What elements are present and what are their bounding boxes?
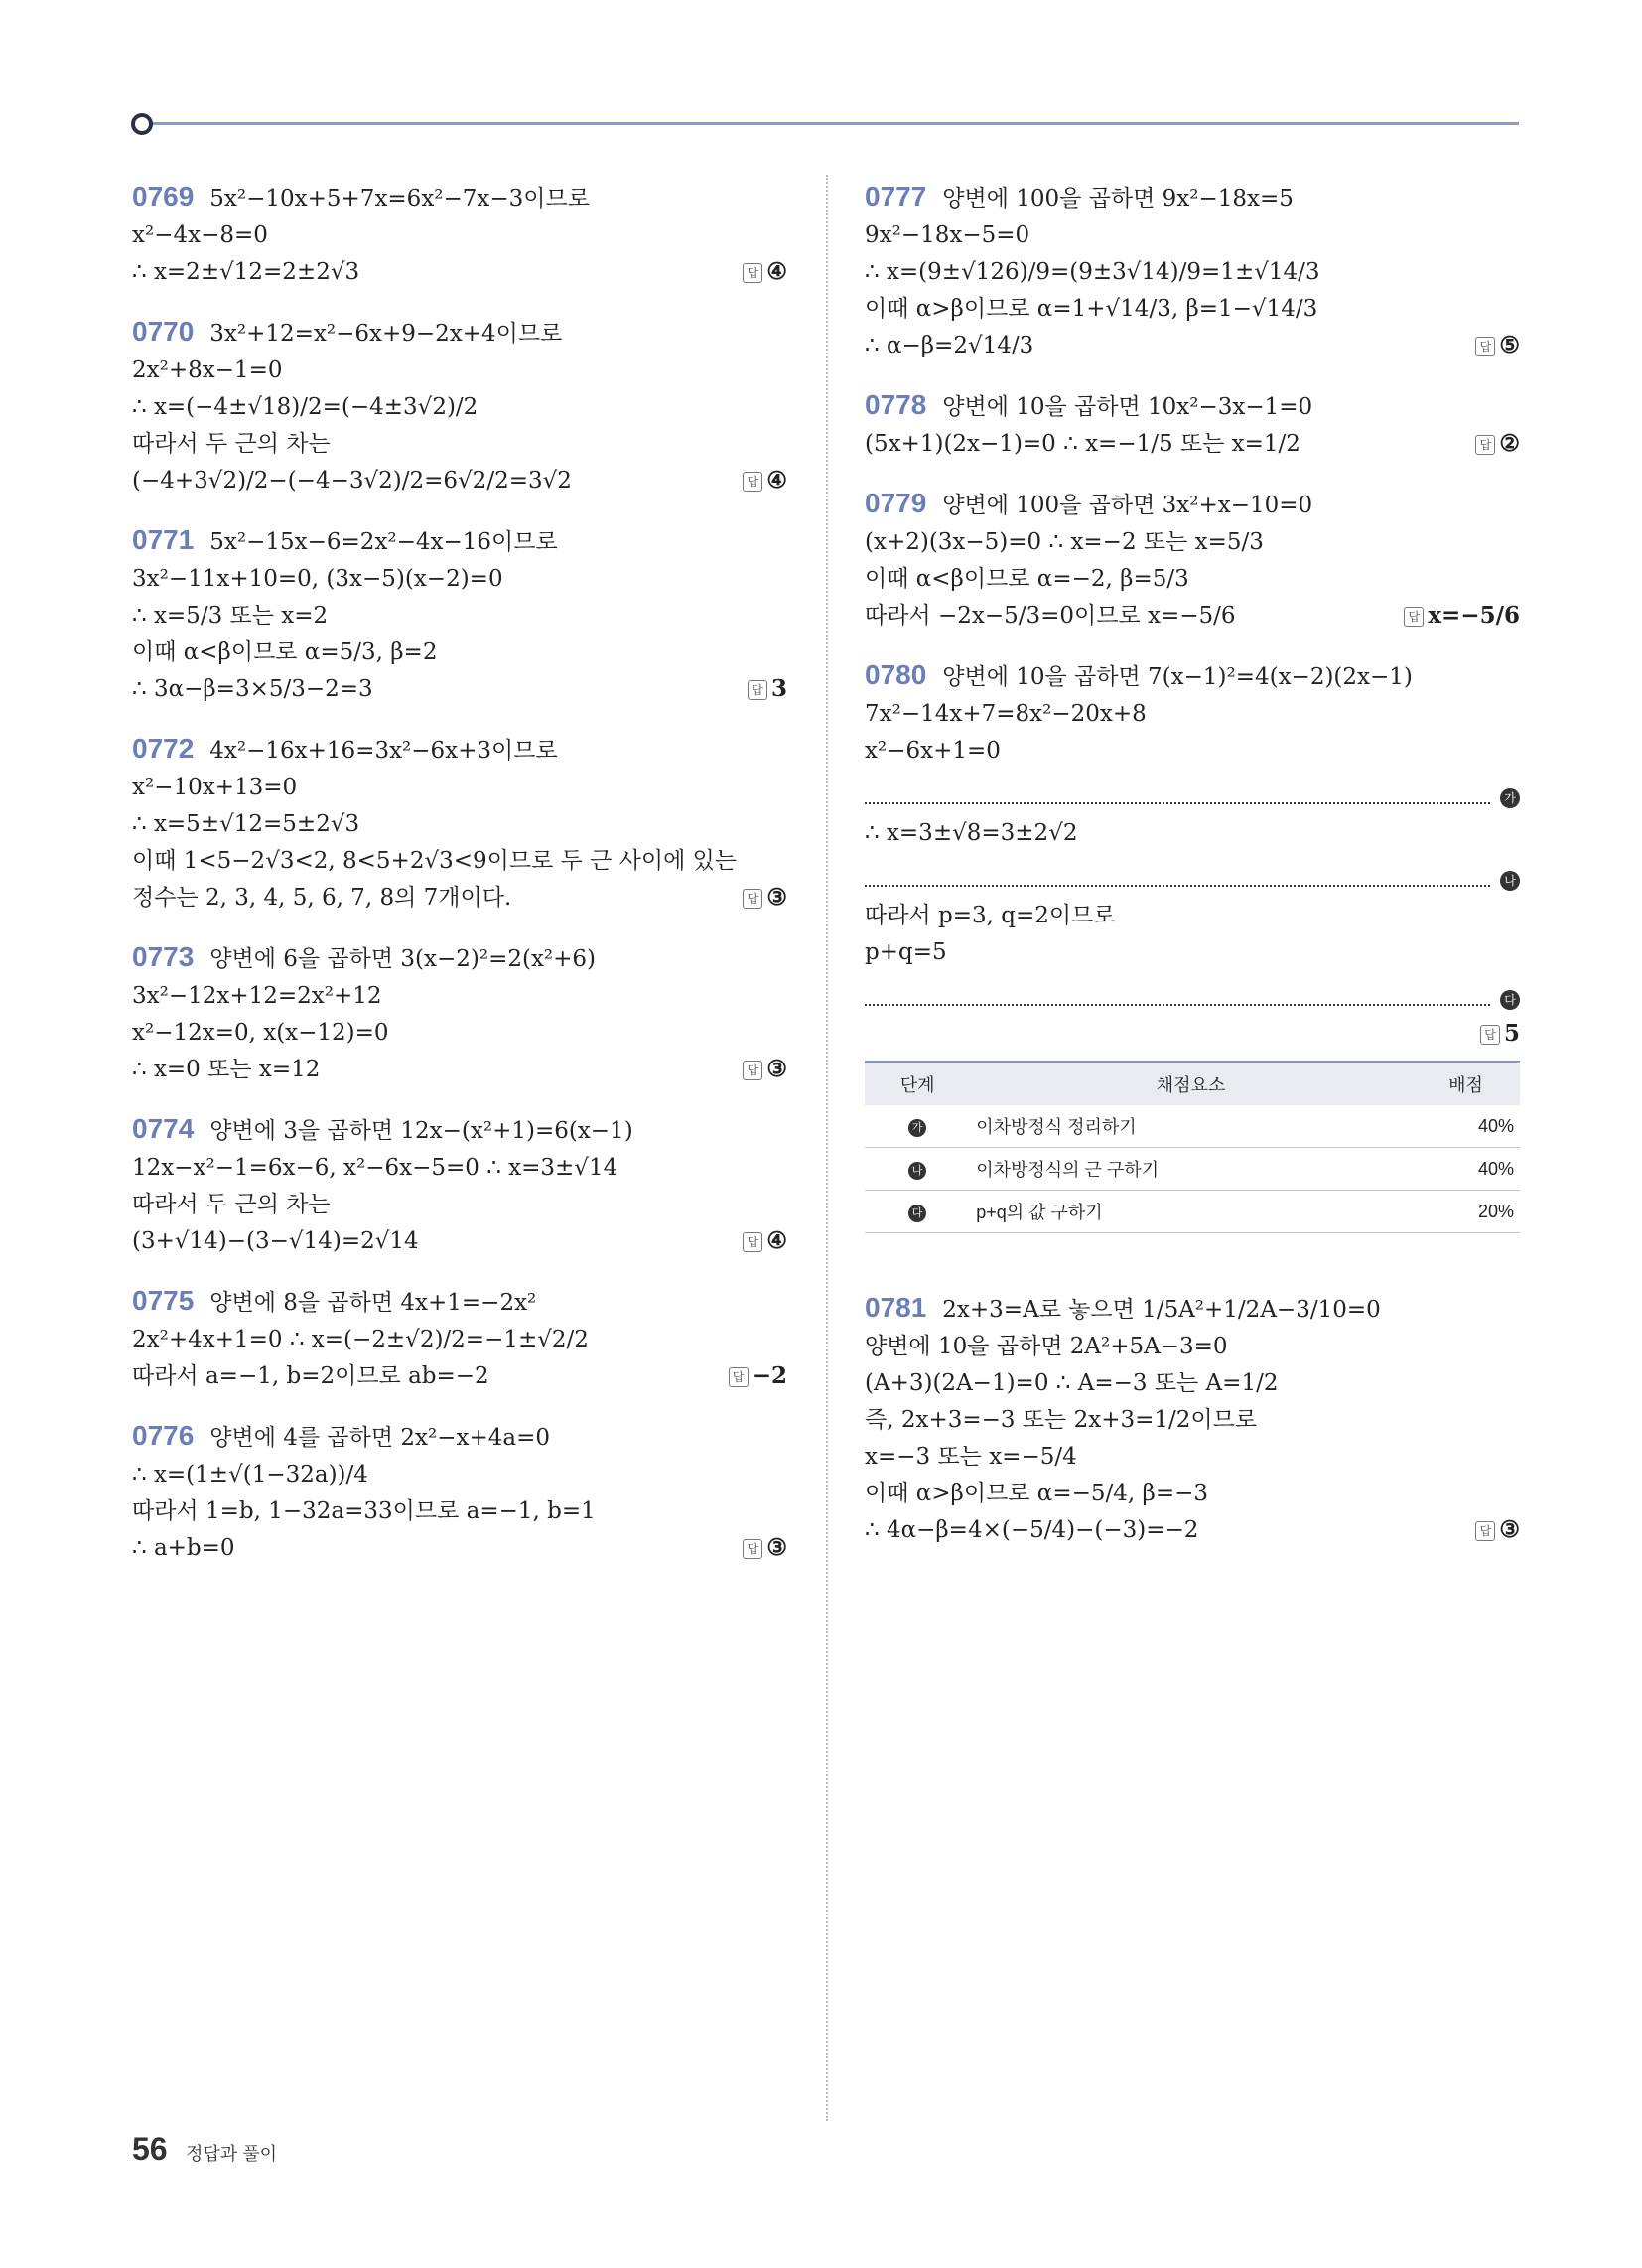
problem-number: 0774: [132, 1113, 195, 1144]
answer: [1475, 1515, 1520, 1545]
problem-text: ∴ x=2±√12=2±2√3: [132, 259, 360, 285]
problem-line: [132, 674, 787, 704]
problem-text: 양변에 6을 곱하면 3(x−2)²=2(x²+6): [209, 946, 597, 972]
problem-line: [132, 1153, 787, 1183]
problem-line: [132, 525, 787, 557]
answer: [743, 466, 787, 496]
problem-line: [865, 257, 1520, 287]
problem-text: 즉, 2x+3=−3 또는 2x+3=1/2이므로: [865, 1407, 1258, 1433]
problem-line: [132, 601, 787, 631]
problem-text: 양변에 100을 곱하면 3x²+x−10=0: [942, 493, 1313, 518]
problem-0771: [132, 525, 787, 704]
answer-value: ③: [1499, 1516, 1520, 1543]
problem-line: [132, 1286, 787, 1318]
problem-line: [132, 1460, 787, 1489]
problem-text: 12x−x²−1=6x−6, x²−6x−5=0 ∴ x=3±√14: [132, 1155, 618, 1181]
problem-line: [865, 660, 1520, 692]
problem-text: 양변에 10을 곱하면 10x²−3x−1=0: [942, 394, 1313, 420]
problem-line: [132, 257, 787, 287]
column-separator: [826, 175, 828, 2121]
problem-text: x²−4x−8=0: [132, 222, 268, 248]
problem-text: ∴ x=0 또는 x=12: [132, 1057, 321, 1082]
problem-text: 따라서 a=−1, b=2이므로 ab=−2: [132, 1363, 489, 1389]
problem-text: 정수는 2, 3, 4, 5, 6, 7, 8의 7개이다.: [132, 885, 512, 911]
problem-line: [865, 601, 1520, 631]
problem-line: [865, 527, 1520, 557]
problem-line: [865, 390, 1520, 422]
answer: [865, 1020, 1520, 1047]
step-divider: [865, 855, 1516, 888]
answer: [1475, 429, 1520, 459]
problem-number: 0773: [132, 941, 195, 972]
problem-line: [132, 1055, 787, 1084]
answer: [743, 1055, 787, 1084]
step-mark: 가: [1500, 788, 1520, 808]
problem-text: ∴ x=5/3 또는 x=2: [132, 603, 329, 629]
table-cell: 40%: [1412, 1105, 1520, 1148]
answer-icon: 답: [748, 680, 767, 700]
step-mark: 다: [1500, 990, 1520, 1010]
problem-line: [132, 182, 787, 213]
answer: [743, 883, 787, 913]
table-cell: 이차방정식 정리하기: [970, 1105, 1412, 1148]
answer: [748, 674, 787, 704]
problem-text: ∴ a+b=0: [132, 1535, 235, 1561]
problem-line: [132, 1226, 787, 1256]
step-divider: [865, 974, 1516, 1007]
problem-line: [132, 355, 787, 385]
page-number: 56: [132, 2131, 168, 2167]
problem-line: [132, 638, 787, 667]
problem-number: 0776: [132, 1420, 195, 1451]
problem-line: [865, 1293, 1520, 1325]
problem-line: [132, 220, 787, 250]
problem-line: [865, 220, 1520, 250]
problem-text: 이때 α>β이므로 α=−5/4, β=−3: [865, 1481, 1208, 1506]
problem-text: ∴ 4α−β=4×(−5/4)−(−3)=−2: [865, 1517, 1199, 1543]
problem-number: 0770: [132, 316, 195, 347]
problem-text: 양변에 100을 곱하면 9x²−18x=5: [942, 186, 1294, 212]
problem-line: [132, 734, 787, 766]
problem-text: 따라서 −2x−5/3=0이므로 x=−5/6: [865, 603, 1236, 629]
answer: [1404, 601, 1520, 631]
problem-line: [132, 564, 787, 594]
problem-text: ∴ α−β=2√14/3: [865, 333, 1034, 358]
step-mark: 가: [908, 1119, 926, 1137]
score-table: [865, 1061, 1520, 1233]
problem-line: p+q=5: [865, 939, 947, 965]
problem-line: [865, 1405, 1520, 1435]
problem-line: [865, 182, 1520, 213]
answer: [1475, 331, 1520, 360]
problem-text: (A+3)(2A−1)=0 ∴ A=−3 또는 A=1/2: [865, 1370, 1279, 1396]
right-column: [865, 175, 1520, 1575]
problem-line: [865, 331, 1520, 360]
table-cell: 이차방정식의 근 구하기: [970, 1148, 1412, 1191]
problem-line: [865, 1515, 1520, 1545]
problem-text: 4x²−16x+16=3x²−6x+3이므로: [209, 738, 558, 764]
table-row: [865, 1105, 1520, 1148]
step-mark: 나: [1500, 871, 1520, 891]
problem-0776: [132, 1421, 787, 1563]
problem-text: 이때 α<β이므로 α=−2, β=5/3: [865, 566, 1189, 592]
problem-text: ∴ x=(1±√(1−32a))/4: [132, 1462, 368, 1488]
problem-line: [865, 1479, 1520, 1508]
problem-number: 0771: [132, 524, 195, 555]
problem-line: [132, 1496, 787, 1526]
problem-text: 양변에 3을 곱하면 12x−(x²+1)=6(x−1): [209, 1118, 633, 1144]
problem-text: x²−12x=0, x(x−12)=0: [132, 1020, 389, 1046]
problem-line: [132, 773, 787, 802]
answer-icon: 답: [743, 1539, 762, 1559]
problem-text: 양변에 8을 곱하면 4x+1=−2x²: [209, 1290, 537, 1316]
problem-number: 0775: [132, 1285, 195, 1316]
answer-value: ④: [766, 1227, 787, 1254]
problem-text: 따라서 두 근의 차는: [132, 1192, 331, 1217]
problem-line: x²−6x+1=0: [865, 738, 1001, 764]
problem-text: (−4+3√2)/2−(−4−3√2)/2=6√2/2=3√2: [132, 468, 572, 494]
problem-number: 0780: [865, 659, 927, 690]
problem-text: 양변에 10을 곱하면 2A²+5A−3=0: [865, 1334, 1228, 1359]
problem-text: 이때 α>β이므로 α=1+√14/3, β=1−√14/3: [865, 296, 1318, 322]
problem-text: 3x²−11x+10=0, (3x−5)(x−2)=0: [132, 566, 503, 592]
problem-line: [132, 1114, 787, 1146]
problem-text: 2x+3=A로 놓으면 1/5A²+1/2A−3/10=0: [942, 1297, 1381, 1323]
problem-text: (x+2)(3x−5)=0 ∴ x=−2 또는 x=5/3: [865, 529, 1264, 555]
problem-text: 3x²−12x+12=2x²+12: [132, 983, 382, 1009]
problem-line: [132, 1325, 787, 1354]
answer-icon: 답: [729, 1367, 749, 1387]
answer-icon: 답: [1475, 337, 1495, 356]
answer-icon: 답: [1475, 1521, 1495, 1541]
answer-icon: 답: [743, 889, 762, 909]
answer-value: ②: [1499, 430, 1520, 457]
problem-line: ∴ x=3±√8=3±2√2: [865, 820, 1078, 846]
table-header: 채점요소: [970, 1063, 1412, 1106]
top-rule: [144, 122, 1519, 125]
problem-line: [132, 1018, 787, 1048]
answer-icon: 답: [1480, 1025, 1500, 1045]
problem-text: 5x²−10x+5+7x=6x²−7x−3이므로: [209, 186, 590, 212]
problem-text: 2x²+8x−1=0: [132, 357, 283, 383]
answer-icon: 답: [1404, 607, 1424, 627]
problem-text: ∴ x=(−4±√18)/2=(−4±3√2)/2: [132, 394, 479, 420]
problem-text: (5x+1)(2x−1)=0 ∴ x=−1/5 또는 x=1/2: [865, 431, 1300, 457]
problem-line: [132, 1421, 787, 1453]
problem-line: 7x²−14x+7=8x²−20x+8: [865, 701, 1147, 727]
answer-value: x=−5/6: [1428, 602, 1520, 629]
problem-text: x²−10x+13=0: [132, 775, 298, 800]
problem-0777: [865, 182, 1520, 360]
problem-text: 5x²−15x−6=2x²−4x−16이므로: [209, 529, 558, 555]
problem-line: [132, 429, 787, 459]
problem-line: [132, 883, 787, 913]
table-row: [865, 1191, 1520, 1233]
answer: [729, 1361, 787, 1391]
answer-value: ③: [766, 1056, 787, 1082]
problem-number: 0778: [865, 389, 927, 420]
problem-text: 3x²+12=x²−6x+9−2x+4이므로: [209, 321, 563, 347]
step-divider: [865, 773, 1516, 805]
answer-icon: 답: [743, 1232, 762, 1252]
answer-value: ⑤: [1499, 332, 1520, 358]
problem-0769: [132, 182, 787, 287]
problem-text: 따라서 두 근의 차는: [132, 431, 331, 457]
answer-value: −2: [752, 1362, 787, 1389]
table-header: 단계: [865, 1063, 970, 1106]
problem-line: [132, 1533, 787, 1563]
problem-line: [865, 564, 1520, 594]
answer-icon: 답: [1475, 435, 1495, 455]
problem-text: 2x²+4x+1=0 ∴ x=(−2±√2)/2=−1±√2/2: [132, 1327, 589, 1352]
answer-icon: 답: [743, 472, 762, 492]
problem-number: 0769: [132, 181, 195, 212]
answer-value: 3: [770, 675, 787, 702]
step-mark: 다: [908, 1205, 926, 1222]
answer-icon: 답: [743, 1061, 762, 1080]
problem-0770: [132, 317, 787, 496]
problem-line: [132, 942, 787, 974]
answer-icon: 답: [743, 263, 762, 283]
answer-value: 5: [1503, 1020, 1520, 1047]
problem-text: 양변에 10을 곱하면 7(x−1)²=4(x−2)(2x−1): [942, 664, 1413, 690]
table-cell: p+q의 값 구하기: [970, 1191, 1412, 1233]
problem-0778: [865, 390, 1520, 459]
answer: [743, 1533, 787, 1563]
problem-0779: [865, 489, 1520, 631]
problem-text: x=−3 또는 x=−5/4: [865, 1444, 1077, 1470]
problem-number: 0781: [865, 1292, 927, 1323]
problem-number: 0777: [865, 181, 927, 212]
table-cell: 40%: [1412, 1148, 1520, 1191]
problem-line: [865, 429, 1520, 459]
problem-0781: [865, 1293, 1520, 1545]
footer-label: 정답과 풀이: [186, 2144, 277, 2164]
problem-0780: [865, 660, 1520, 1233]
left-column: [132, 175, 787, 1593]
answer-value: ④: [766, 467, 787, 494]
problem-number: 0772: [132, 733, 195, 764]
answer-value: ③: [766, 1534, 787, 1561]
problem-line: [132, 392, 787, 422]
problem-text: 이때 α<β이므로 α=5/3, β=2: [132, 639, 438, 665]
problem-0773: [132, 942, 787, 1084]
problem-text: ∴ x=(9±√126)/9=(9±3√14)/9=1±√14/3: [865, 259, 1320, 285]
problem-line: 따라서 p=3, q=2이므로: [865, 903, 1116, 928]
problem-line: [132, 1361, 787, 1391]
problem-text: ∴ x=5±√12=5±2√3: [132, 811, 360, 837]
top-rule-dot: [131, 113, 153, 135]
problem-text: 양변에 4를 곱하면 2x²−x+4a=0: [209, 1425, 550, 1451]
problem-line: [132, 809, 787, 839]
page-footer: [132, 2131, 277, 2168]
problem-text: 9x²−18x−5=0: [865, 222, 1030, 248]
problem-0774: [132, 1114, 787, 1256]
problem-line: [865, 1368, 1520, 1398]
step-mark: 나: [908, 1162, 926, 1180]
problem-line: [132, 317, 787, 349]
answer-value: ④: [766, 258, 787, 285]
problem-text: (3+√14)−(3−√14)=2√14: [132, 1228, 419, 1254]
problem-0772: [132, 734, 787, 913]
problem-line: [865, 489, 1520, 520]
problem-line: [132, 1190, 787, 1219]
answer-value: ③: [766, 884, 787, 911]
problem-text: 따라서 1=b, 1−32a=33이므로 a=−1, b=1: [132, 1498, 596, 1524]
problem-text: ∴ 3α−β=3×5/3−2=3: [132, 676, 373, 702]
answer: [743, 257, 787, 287]
table-header: 배점: [1412, 1063, 1520, 1106]
problem-text: 이때 1<5−2√3<2, 8<5+2√3<9이므로 두 근 사이에 있는: [132, 848, 738, 874]
table-cell: 20%: [1412, 1191, 1520, 1233]
problem-line: [132, 981, 787, 1011]
problem-line: [865, 1442, 1520, 1472]
answer: [743, 1226, 787, 1256]
problem-line: [132, 466, 787, 496]
problem-line: [865, 1332, 1520, 1361]
problem-line: [132, 846, 787, 876]
problem-line: [865, 294, 1520, 324]
problem-0775: [132, 1286, 787, 1391]
problem-number: 0779: [865, 488, 927, 518]
table-row: [865, 1148, 1520, 1191]
